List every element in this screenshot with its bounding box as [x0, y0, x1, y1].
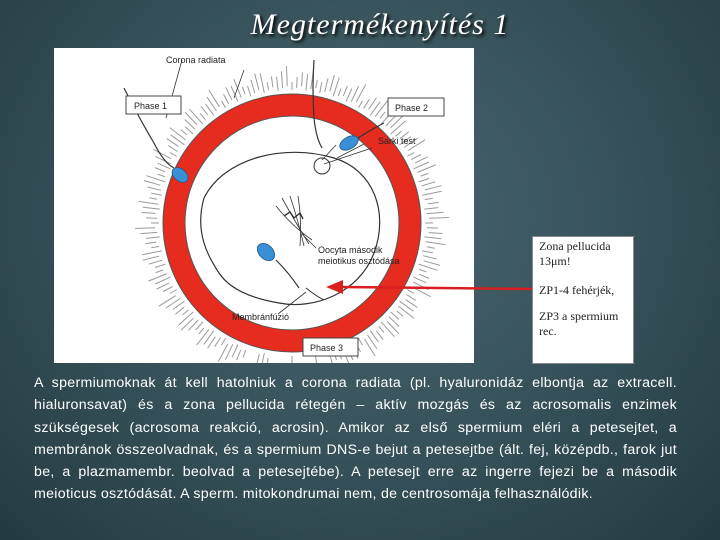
corona-cell: [423, 256, 437, 259]
corona-cell: [267, 358, 268, 363]
corona-cell: [181, 130, 187, 135]
corona-cell: [306, 74, 308, 91]
corona-cell: [338, 89, 341, 97]
corona-cell: [243, 350, 246, 358]
label-phase2: Phase 2: [395, 103, 429, 113]
corona-cell: [251, 80, 255, 93]
corona-cell: [391, 116, 403, 128]
corona-cell: [158, 174, 166, 177]
corona-cell: [199, 328, 204, 334]
corona-cell: [414, 277, 427, 283]
corona-cell: [242, 87, 245, 95]
corona-cell: [143, 207, 160, 209]
corona-cell: [426, 242, 446, 245]
corona-cell: [143, 256, 160, 260]
description-paragraph: A spermiumoknak át kell hatolniuk a corona radiata (pl. hyaluronidáz elbontja az extracell. hialuronsavat) és a zona pellucida rétegén – aktív mozgás és az acrosomalis enzimek szükségesek (acrosoma reakció, acrosin). Amikor az első spermium eléri a petesejtet, a membránok összeolvadnak, és a spermium DNS-e bejut a petesejtbe (ált. fej, középdb., farok jut be, a plazmamembr. beolvad a petesejtébe). A petesejt erre az ingerre fejezi be a második meioticus osztódását. A sperm. mitokondrumai nem, de centrosomája felhasználódik.: [34, 375, 677, 503]
corona-cell: [407, 290, 414, 294]
corona-cell: [370, 102, 380, 116]
corona-cell: [379, 326, 384, 332]
corona-cell: [419, 264, 438, 270]
corona-cell: [346, 89, 352, 102]
corona-cell: [149, 260, 162, 264]
corona-cell: [175, 307, 184, 314]
corona-cell: [364, 99, 370, 108]
corona-cell: [144, 181, 160, 186]
corona-cell: [222, 338, 226, 345]
corona-cell: [365, 339, 376, 356]
corona-cell: [149, 198, 157, 199]
label-oocyta-line1: Oocyta második: [318, 245, 383, 255]
label-membranfuzio: Membránfúzió: [232, 312, 290, 322]
corona-cell: [422, 251, 433, 253]
corona-cell: [204, 331, 214, 345]
polar-body: [314, 158, 330, 174]
corona-cell: [425, 198, 433, 199]
corona-cell: [178, 312, 193, 325]
callout-line1: Zona pellucida 13μm!: [539, 239, 611, 268]
corona-cell: [196, 322, 203, 330]
corona-cell: [391, 121, 406, 134]
corona-cell: [381, 116, 388, 124]
corona-cell: [387, 322, 399, 334]
corona-cell: [413, 287, 431, 296]
corona-cell: [419, 274, 429, 278]
corona-cell: [424, 261, 440, 266]
corona-cell: [156, 283, 169, 289]
corona-cell: [222, 101, 226, 108]
label-sarki-test: Sarki test: [378, 136, 416, 146]
corona-cell: [391, 312, 399, 319]
diagram-svg: [54, 48, 474, 363]
corona-cell: [168, 146, 177, 152]
fertilization-diagram: [54, 48, 474, 363]
corona-cell: [232, 345, 238, 358]
corona-cell: [197, 329, 209, 345]
corona-cell: [428, 202, 439, 204]
corona-cell: [209, 90, 220, 107]
zona-pellucida-callout: [532, 236, 634, 364]
corona-cell: [135, 228, 155, 229]
corona-cell: [155, 264, 166, 267]
corona-cell: [248, 86, 251, 97]
corona-cell: [419, 269, 427, 272]
corona-cell: [255, 74, 259, 91]
corona-cell: [419, 179, 430, 182]
corona-cell: [381, 322, 394, 337]
corona-cell: [151, 246, 159, 247]
corona-cell: [215, 338, 221, 347]
corona-cell: [183, 310, 189, 315]
corona-cell: [226, 87, 232, 100]
corona-cell: [407, 295, 416, 301]
corona-cell: [425, 186, 442, 190]
corona-cell: [422, 191, 442, 195]
corona-cell: [422, 182, 435, 186]
corona-cell: [147, 187, 161, 190]
corona-cell: [315, 356, 316, 363]
callout-line2: ZP1-4 fehérjék,: [539, 283, 615, 297]
corona-cell: [237, 350, 241, 360]
corona-cell: [256, 354, 259, 363]
corona-cell: [185, 127, 193, 134]
corona-cell: [424, 208, 438, 210]
corona-cell: [356, 84, 365, 102]
corona-cell: [141, 213, 155, 214]
corona-cell: [151, 193, 162, 195]
corona-cell: [359, 101, 363, 108]
corona-cell: [343, 86, 347, 96]
corona-cell: [200, 114, 205, 120]
corona-cell: [325, 78, 328, 92]
corona-cell: [407, 153, 414, 157]
corona-cell: [421, 173, 429, 176]
corona-cell: [185, 112, 197, 124]
corona-cell: [170, 290, 177, 294]
corona-cell: [155, 168, 165, 172]
corona-cell: [302, 72, 303, 86]
corona-cell: [429, 233, 443, 234]
corona-cell: [170, 128, 186, 140]
corona-cell: [397, 311, 403, 316]
corona-cell: [281, 71, 282, 88]
corona-cell: [411, 155, 421, 160]
corona-cell: [400, 301, 414, 311]
corona-cell: [156, 270, 164, 273]
corona-cell: [376, 331, 383, 340]
corona-cell: [424, 237, 441, 239]
corona-cell: [277, 77, 279, 91]
corona-cell: [427, 247, 435, 248]
corona-cell: [139, 201, 159, 204]
corona-cell: [190, 109, 203, 124]
corona-cell: [201, 106, 208, 115]
corona-cell: [142, 251, 162, 255]
corona-cell: [320, 82, 322, 93]
label-phase1: Phase 1: [134, 101, 168, 111]
corona-cell: [380, 112, 385, 118]
corona-cell: [415, 157, 428, 163]
corona-cell: [140, 232, 157, 233]
corona-cell: [330, 75, 335, 91]
corona-cell: [163, 286, 173, 291]
corona-cell: [287, 66, 288, 86]
corona-cell: [146, 237, 160, 239]
corona-cell: [170, 153, 177, 157]
corona-cell: [398, 306, 414, 318]
corona-cell: [375, 101, 387, 117]
corona-cell: [427, 212, 444, 213]
label-phase3: Phase 3: [310, 343, 344, 353]
corona-cell: [429, 218, 449, 219]
corona-cell: [224, 94, 229, 104]
corona-cell: [159, 296, 176, 307]
corona-cell: [145, 242, 156, 244]
corona-cell: [171, 135, 185, 145]
corona-cell: [271, 76, 273, 87]
corona-cell: [181, 318, 193, 330]
callout-line3: ZP3 a spermium rec.: [539, 309, 619, 338]
page-title: Megtermékenyítés 1: [250, 8, 510, 41]
corona-cell: [359, 338, 363, 345]
corona-cell: [333, 78, 339, 97]
corona-cell: [316, 80, 317, 88]
label-oocyta-line2: meiotikus osztódása: [318, 256, 400, 266]
corona-cell: [218, 344, 227, 362]
label-corona-radiata: Corona radiata: [166, 55, 226, 65]
corona-cell: [262, 353, 264, 363]
corona-cell: [260, 73, 264, 93]
corona-cell: [147, 176, 166, 182]
corona-cell: [267, 82, 268, 90]
